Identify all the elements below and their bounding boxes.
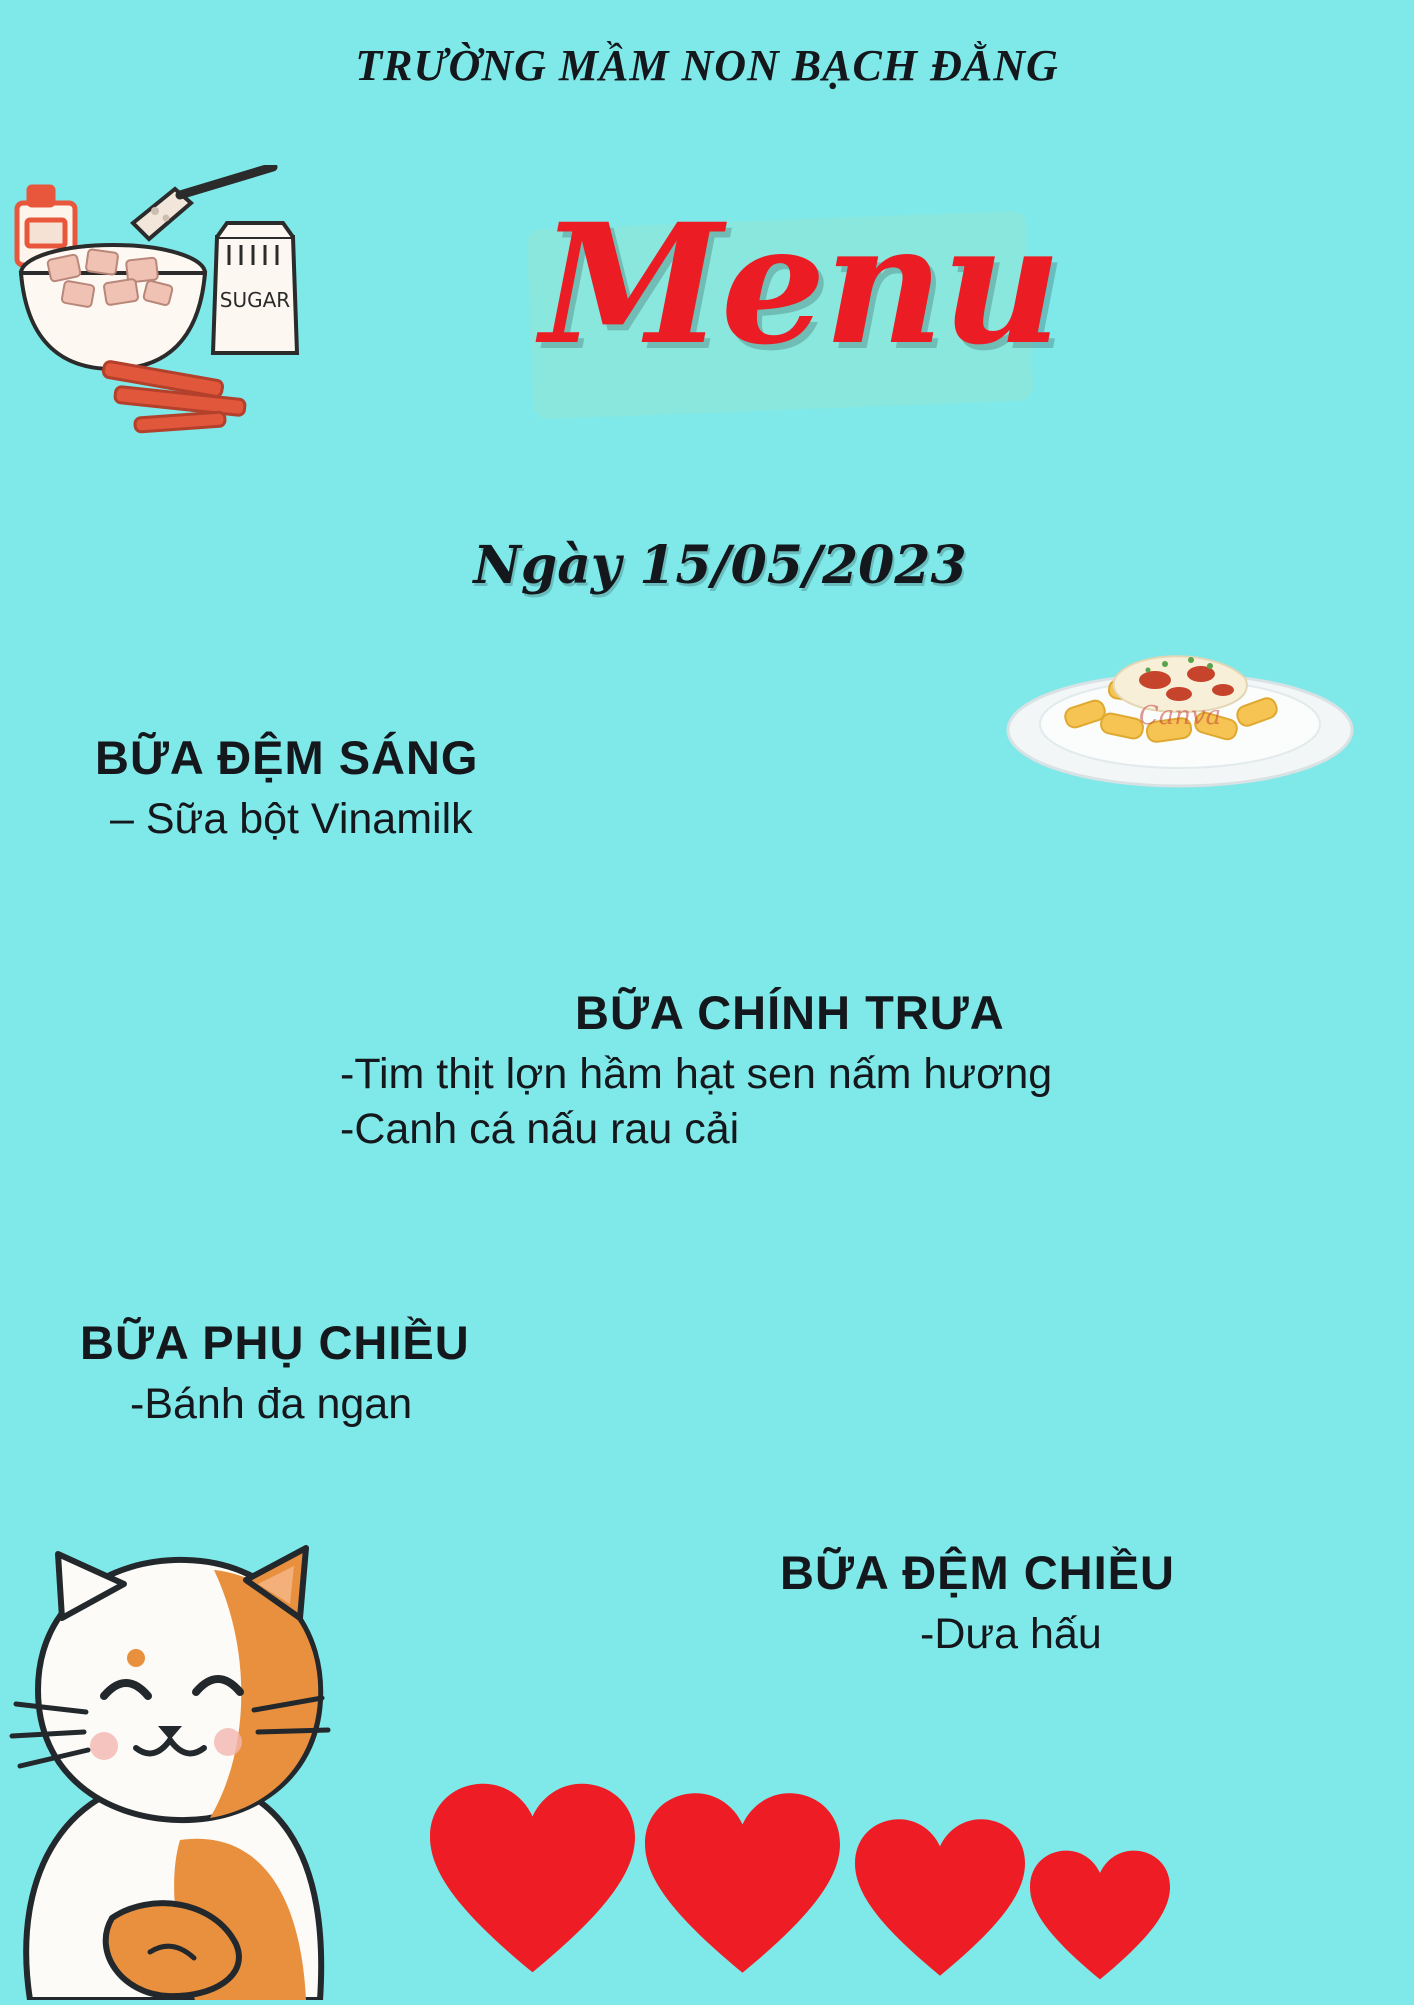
heart-icon: [855, 1815, 1025, 1980]
cat-illustration: [0, 1540, 400, 2000]
cooking-illustration: [5, 165, 385, 455]
meal-item: -Canh cá nấu rau cải: [340, 1105, 740, 1153]
heart-icon: [645, 1788, 840, 1978]
menu-title-block: [500, 187, 1100, 430]
svg-text:SUGAR: SUGAR: [219, 288, 291, 312]
meal-section-evening-snack: [780, 1545, 1175, 1665]
meal-title-afternoon-snack: BỮA PHỤ CHIỀU: [80, 1316, 470, 1369]
heart-icon: [1030, 1845, 1170, 1985]
meal-title-evening-snack: BỮA ĐỆM CHIỀU: [780, 1546, 1175, 1599]
heart-icon: [430, 1778, 635, 1978]
meal-title-lunch: BỮA CHÍNH TRƯA: [575, 986, 1005, 1039]
meal-item: – Sữa bột Vinamilk: [110, 795, 473, 843]
meal-item: -Tim thịt lợn hầm hạt sen nấm hương: [340, 1050, 1053, 1098]
meal-item: -Bánh đa ngan: [130, 1380, 413, 1428]
school-name: TRƯỜNG MẦM NON BẠCH ĐẰNG: [355, 41, 1059, 90]
meal-section-lunch: [340, 985, 1052, 1160]
menu-date: Ngày 15/05/2023: [473, 535, 967, 596]
meal-section-breakfast: [95, 730, 478, 850]
menu-title: Menu: [540, 187, 1060, 381]
svg-text:Canva: Canva: [1138, 701, 1222, 731]
meal-section-afternoon-snack: [80, 1315, 470, 1435]
meal-item: -Dưa hấu: [920, 1610, 1102, 1658]
hearts-row: [430, 1760, 1300, 2000]
meal-title-breakfast: BỮA ĐỆM SÁNG: [95, 731, 479, 784]
pasta-dish-illustration: [1005, 620, 1355, 790]
